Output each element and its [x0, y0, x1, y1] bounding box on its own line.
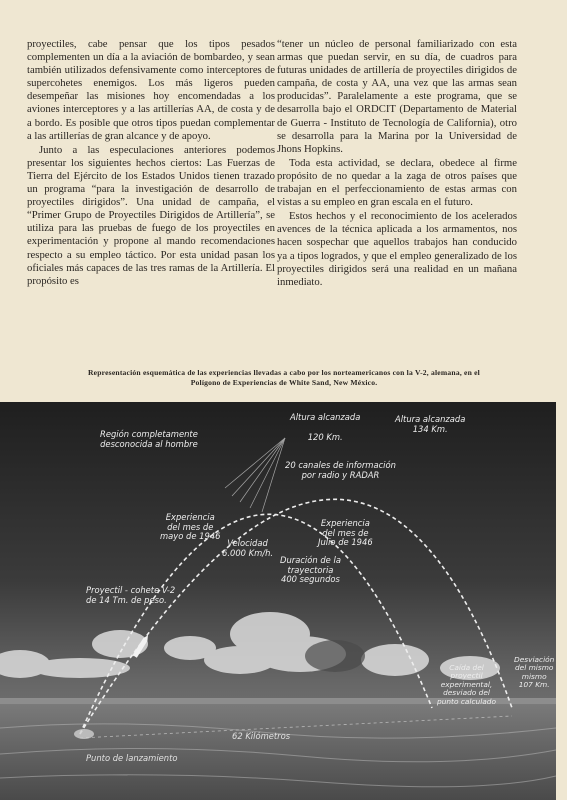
- figure-caption: [24, 368, 544, 388]
- trajectory-illustration: [0, 398, 567, 800]
- label-duracion: Duración de la trayectoria 400 segundos: [280, 555, 341, 585]
- caption-line: Representación esquemática de las experiencias llevadas a cabo por los norteamericanos con la V-2, alemana, en el: [88, 368, 480, 377]
- label-altura-134: Altura alcanzada 134 Km.: [395, 414, 466, 434]
- paragraph: Toda esta actividad, se declara, obedece al firme propósito de no quedar a la zaga de otros países que trabajan en el perfeccionamiento de estas armas con vistas a su empleo en gran escala en el futuro.: [277, 156, 517, 209]
- article-left-column: [27, 38, 275, 288]
- label-distancia: 62 Kilómetros: [232, 731, 291, 741]
- label-altura-120: Altura alcanzada 120 Km.: [290, 412, 361, 442]
- paragraph: proyectiles, cabe pensar que los tipos pesados complementen un día a la aviación de bombardeo, y sean también utilizados defensivamente como interceptores de supercohetes enemigos. Los más ligeros pueden desempeñar las misiones hoy encomendadas a los aviones interceptores y a las artillerías AA, de costa y de a bordo. Es posible que otros tipos puedan complementar a las artillerías de gran alcance y de apoyo.: [27, 38, 275, 142]
- paragraph: Estos hechos y el reconocimiento de los acelerados avences de la técnica aplicada a los armamentos, nos hacen sospechar que aquellos trabajos han conducido ya a tipos logrados, y que el empleo generalizado de los proyectiles dirigidos será una realidad en un mañana inmediato.: [277, 210, 517, 288]
- label-proyectil: Proyectil - cohete V-2 de 14 Tm. de peso.: [86, 585, 176, 605]
- label-exp-mayo: Experiencia del mes de mayo de 1946: [160, 512, 221, 542]
- label-caida-calculado: Caída del proyectil experimental, desviado del punto calculado: [437, 663, 497, 706]
- label-exp-julio: Experiencia del mes de Julio de 1946: [318, 518, 373, 548]
- paragraph: “tener un núcleo de personal familiarizado con esta armas que puedan servir, en su día, de cuadros para futuras unidades de artillería de proyectiles dirigidos de campaña, de costa y AA, una vez que las armas sean producidas”. Paralelamente a este programa, que se desarrolla bajo el ORDCIT (Departamento de Material de Guerra - Instituto de Tecnología de California), otro se desarrolla para la Marina por la Universidad de Jhons Hopkins.: [277, 38, 517, 155]
- label-velocidad: Velocidad 6.000 Km/h.: [222, 538, 274, 558]
- label-desviacion: Desviación del mismo mismo 107 Km.: [514, 655, 555, 690]
- label-region: Región completamente desconocida al hombre: [100, 429, 198, 449]
- paragraph: Junto a las especulaciones anteriores podemos presentar los siguientes hechos ciertos: Las Fuerzas de Tierra del Ejército de los Estados Unidos tienen trazado un programa “para la investigación de desarrollo de proyectiles dirigidos”. Una unidad de campaña, el “Primer Grupo de Proyectiles Dirigidos de Artillería”, se utiliza para las pruebas de fuego de los proyectiles en experimentación y propone al mando recomendaciones respecto a su empleo táctico. Por esta unidad pasan los oficiales más capaces de las tres ramas de la Artillería. El propósito es: [27, 143, 275, 287]
- caption-line: Polígono de Experiencias de White Sand, New México.: [190, 378, 378, 387]
- label-punto-lanzamiento: Punto de lanzamiento: [86, 753, 178, 763]
- article-right-column: [277, 38, 517, 289]
- label-canales: 20 canales de información por radio y RADAR: [285, 460, 396, 480]
